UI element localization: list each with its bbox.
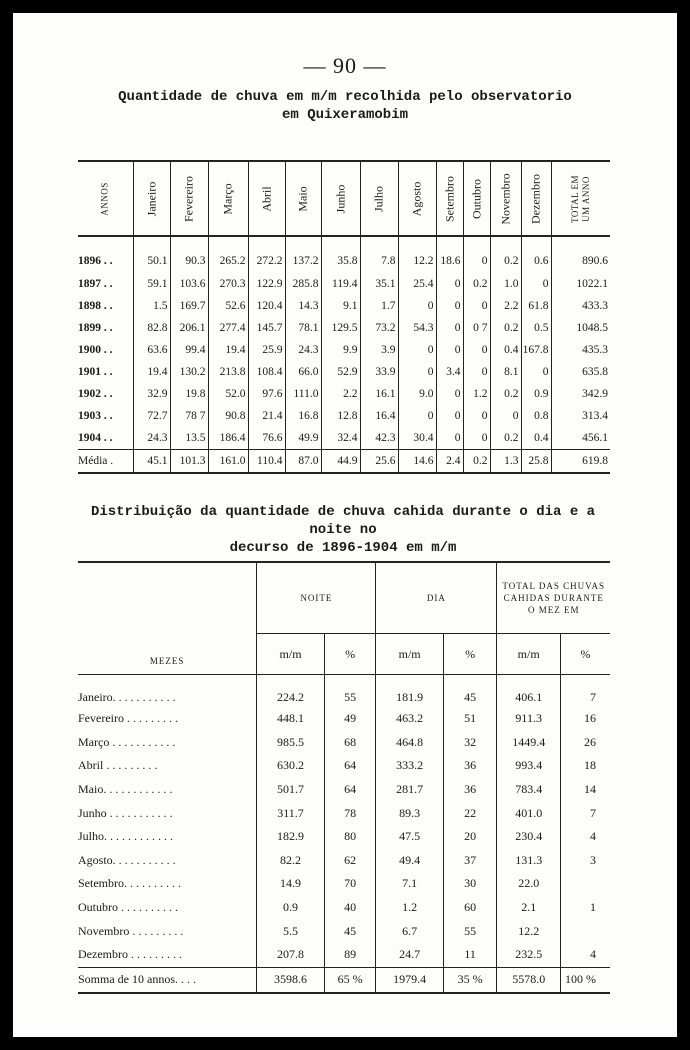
rainfall-table-title-line2: em Quixeramobim: [281, 107, 409, 123]
value-cell: 59.1: [133, 273, 170, 295]
month-cell: Junho . . . . . . . . . . .: [78, 805, 173, 820]
total-pct-cell: 4: [560, 943, 610, 967]
day-night-header-row: [78, 562, 610, 634]
value-cell: 0: [398, 361, 436, 383]
dia-mm-cell: 47.5: [376, 825, 443, 849]
value-cell: 9.0: [398, 383, 436, 405]
value-cell: 25.4: [398, 273, 436, 295]
value-cell: 206.1: [170, 317, 208, 339]
col-header-total-pct: %: [560, 634, 610, 675]
col-header-dezembro: Dezembro: [521, 161, 551, 236]
day-night-table-row: [78, 896, 610, 920]
year-cell: 1899 . .: [78, 322, 113, 334]
day-night-somma-row: [78, 967, 610, 993]
day-night-table-title-line1: Distribuição da quantidade de chuva cahida durante o dia e a noite no: [90, 504, 596, 538]
month-cell: Março . . . . . . . . . . .: [78, 734, 176, 749]
col-header-total: TOTAL EM UM ANNO: [551, 161, 610, 236]
total-mm-cell: 12.2: [497, 919, 561, 943]
value-cell: 0: [463, 361, 490, 383]
value-cell: 456.1: [551, 427, 610, 450]
dia-pct-cell: 37: [443, 849, 497, 873]
annual-table-row: [78, 273, 610, 295]
value-cell: 52.6: [208, 295, 248, 317]
dia-pct-cell: 45: [443, 675, 497, 708]
value-cell: 14.6: [398, 450, 436, 474]
value-cell: 16.8: [285, 405, 321, 427]
value-cell: 0.8: [521, 405, 551, 427]
value-cell: 19.8: [170, 383, 208, 405]
value-cell: 14.3: [285, 295, 321, 317]
dia-mm-cell: 464.8: [376, 731, 443, 755]
col-header-novembro: Novembro: [490, 161, 521, 236]
value-cell: 0.2: [490, 236, 521, 273]
value-cell: 35.1: [360, 273, 398, 295]
value-cell: 277.4: [208, 317, 248, 339]
noite-pct-cell: 55: [324, 675, 376, 708]
value-cell: 313.4: [551, 405, 610, 427]
value-cell: 90.3: [170, 236, 208, 273]
value-cell: 82.8: [133, 317, 170, 339]
value-cell: 25.9: [248, 339, 285, 361]
value-cell: 0: [436, 273, 463, 295]
value-cell: 137.2: [285, 236, 321, 273]
noite-mm-cell: 207.8: [257, 943, 324, 967]
dia-pct-cell: 35 %: [443, 967, 497, 993]
value-cell: 2.4: [436, 450, 463, 474]
value-cell: 0: [463, 405, 490, 427]
value-cell: 2.2: [490, 295, 521, 317]
year-cell: 1904 . .: [78, 432, 113, 444]
value-cell: 35.8: [321, 236, 360, 273]
col-header-mezes: MEZES: [78, 562, 257, 675]
month-cell: Janeiro. . . . . . . . . . .: [78, 689, 176, 704]
value-cell: 169.7: [170, 295, 208, 317]
value-cell: 635.8: [551, 361, 610, 383]
dia-mm-cell: 281.7: [376, 778, 443, 802]
value-cell: 97.6: [248, 383, 285, 405]
dia-mm-cell: 1.2: [376, 896, 443, 920]
value-cell: 16.4: [360, 405, 398, 427]
value-cell: 1.2: [463, 383, 490, 405]
day-night-table-row: [78, 778, 610, 802]
total-pct-cell: [560, 919, 610, 943]
total-pct-cell: 7: [560, 675, 610, 708]
col-header-dia-pct: %: [443, 634, 497, 675]
value-cell: 619.8: [551, 450, 610, 474]
noite-mm-cell: 224.2: [257, 675, 324, 708]
value-cell: 111.0: [285, 383, 321, 405]
col-header-dia-mm: m/m: [376, 634, 443, 675]
value-cell: 272.2: [248, 236, 285, 273]
value-cell: 0: [436, 427, 463, 450]
annual-table-row: [78, 405, 610, 427]
value-cell: 0.2: [490, 383, 521, 405]
noite-pct-cell: 62: [324, 849, 376, 873]
rainfall-table-title-line1: Quantidade de chuva em m/m recolhida pelo observatorio: [118, 89, 572, 105]
total-pct-cell: 100 %: [560, 967, 610, 993]
value-cell: 8.1: [490, 361, 521, 383]
noite-mm-cell: 5.5: [257, 919, 324, 943]
value-cell: 0.4: [490, 339, 521, 361]
noite-mm-cell: 14.9: [257, 872, 324, 896]
value-cell: 45.1: [133, 450, 170, 474]
value-cell: 0: [490, 405, 521, 427]
value-cell: 108.4: [248, 361, 285, 383]
noite-pct-cell: 70: [324, 872, 376, 896]
annual-table-row: [78, 383, 610, 405]
value-cell: 0.5: [521, 317, 551, 339]
dia-pct-cell: 11: [443, 943, 497, 967]
year-cell: 1901 . .: [78, 366, 113, 378]
value-cell: 1.7: [360, 295, 398, 317]
value-cell: 0.2: [490, 317, 521, 339]
value-cell: 25.8: [521, 450, 551, 474]
total-mm-cell: 5578.0: [497, 967, 561, 993]
noite-pct-cell: 45: [324, 919, 376, 943]
value-cell: 9.1: [321, 295, 360, 317]
col-header-noite: NOITE: [257, 562, 376, 634]
annual-table-body: [78, 236, 610, 473]
total-pct-cell: 18: [560, 754, 610, 778]
col-header-fevereiro: Fevereiro: [170, 161, 208, 236]
value-cell: 342.9: [551, 383, 610, 405]
day-night-table-title: [71, 503, 615, 557]
noite-mm-cell: 448.1: [257, 707, 324, 731]
year-cell: 1896 . .: [78, 255, 113, 267]
value-cell: 18.6: [436, 236, 463, 273]
total-mm-cell: 406.1: [497, 675, 561, 708]
col-header-janeiro: Janeiro: [133, 161, 170, 236]
col-header-setembro: Setembro: [436, 161, 463, 236]
month-cell: Dezembro . . . . . . . . .: [78, 947, 182, 962]
value-cell: 120.4: [248, 295, 285, 317]
total-mm-cell: 401.0: [497, 801, 561, 825]
total-mm-cell: 22.0: [497, 872, 561, 896]
value-cell: 103.6: [170, 273, 208, 295]
value-cell: 0: [521, 273, 551, 295]
value-cell: 87.0: [285, 450, 321, 474]
value-cell: 0: [398, 295, 436, 317]
col-header-junho: Junho: [321, 161, 360, 236]
month-cell: Agosto. . . . . . . . . . .: [78, 852, 176, 867]
noite-mm-cell: 630.2: [257, 754, 324, 778]
value-cell: 99.4: [170, 339, 208, 361]
value-cell: 890.6: [551, 236, 610, 273]
dia-pct-cell: 32: [443, 731, 497, 755]
value-cell: 0: [398, 405, 436, 427]
value-cell: 110.4: [248, 450, 285, 474]
year-cell: 1897 . .: [78, 278, 113, 290]
value-cell: 32.4: [321, 427, 360, 450]
noite-pct-cell: 64: [324, 778, 376, 802]
col-header-marco: Março: [208, 161, 248, 236]
value-cell: 90.8: [208, 405, 248, 427]
value-cell: 0.2: [463, 273, 490, 295]
dia-mm-cell: 1979.4: [376, 967, 443, 993]
value-cell: 49.9: [285, 427, 321, 450]
value-cell: 0 7: [463, 317, 490, 339]
value-cell: 186.4: [208, 427, 248, 450]
value-cell: 213.8: [208, 361, 248, 383]
annual-rainfall-table: [78, 160, 610, 474]
value-cell: 76.6: [248, 427, 285, 450]
noite-mm-cell: 311.7: [257, 801, 324, 825]
noite-pct-cell: 40: [324, 896, 376, 920]
value-cell: 24.3: [285, 339, 321, 361]
noite-mm-cell: 501.7: [257, 778, 324, 802]
dia-pct-cell: 60: [443, 896, 497, 920]
value-cell: 1.0: [490, 273, 521, 295]
total-mm-cell: 2.1: [497, 896, 561, 920]
day-night-table-row: [78, 825, 610, 849]
value-cell: 119.4: [321, 273, 360, 295]
value-cell: 72.7: [133, 405, 170, 427]
total-mm-cell: 993.4: [497, 754, 561, 778]
month-cell: Setembro. . . . . . . . . .: [78, 876, 181, 891]
value-cell: 73.2: [360, 317, 398, 339]
noite-mm-cell: 0.9: [257, 896, 324, 920]
dia-pct-cell: 36: [443, 754, 497, 778]
value-cell: 1022.1: [551, 273, 610, 295]
value-cell: 63.6: [133, 339, 170, 361]
value-cell: 0: [463, 295, 490, 317]
noite-pct-cell: 49: [324, 707, 376, 731]
noite-mm-cell: 182.9: [257, 825, 324, 849]
value-cell: 44.9: [321, 450, 360, 474]
value-cell: 0: [398, 339, 436, 361]
day-night-table-row: [78, 801, 610, 825]
value-cell: 3.4: [436, 361, 463, 383]
value-cell: 33.9: [360, 361, 398, 383]
dia-mm-cell: 463.2: [376, 707, 443, 731]
month-cell: Novembro . . . . . . . . .: [78, 923, 184, 938]
noite-pct-cell: 89: [324, 943, 376, 967]
day-night-table-row: [78, 707, 610, 731]
value-cell: 25.6: [360, 450, 398, 474]
value-cell: 3.9: [360, 339, 398, 361]
month-cell: Julho. . . . . . . . . . . .: [78, 829, 174, 844]
value-cell: 0.2: [490, 427, 521, 450]
value-cell: 0: [436, 339, 463, 361]
value-cell: 0.2: [463, 450, 490, 474]
noite-mm-cell: 82.2: [257, 849, 324, 873]
noite-pct-cell: 78: [324, 801, 376, 825]
value-cell: 61.8: [521, 295, 551, 317]
value-cell: 78.1: [285, 317, 321, 339]
col-header-maio: Maio: [285, 161, 321, 236]
value-cell: 0: [436, 317, 463, 339]
value-cell: 7.8: [360, 236, 398, 273]
dia-mm-cell: 24.7: [376, 943, 443, 967]
total-mm-cell: 131.3: [497, 849, 561, 873]
value-cell: 52.9: [321, 361, 360, 383]
total-pct-cell: 26: [560, 731, 610, 755]
total-pct-cell: 14: [560, 778, 610, 802]
dia-mm-cell: 6.7: [376, 919, 443, 943]
value-cell: 129.5: [321, 317, 360, 339]
value-cell: 78 7: [170, 405, 208, 427]
value-cell: 1.3: [490, 450, 521, 474]
value-cell: 9.9: [321, 339, 360, 361]
total-mm-cell: 911.3: [497, 707, 561, 731]
total-pct-cell: 3: [560, 849, 610, 873]
day-night-table-row: [78, 919, 610, 943]
value-cell: 12.8: [321, 405, 360, 427]
total-pct-cell: 7: [560, 801, 610, 825]
value-cell: 54.3: [398, 317, 436, 339]
noite-pct-cell: 65 %: [324, 967, 376, 993]
year-cell: 1903 . .: [78, 410, 113, 422]
value-cell: 50.1: [133, 236, 170, 273]
dia-pct-cell: 51: [443, 707, 497, 731]
year-cell: 1902 . .: [78, 388, 113, 400]
total-pct-cell: [560, 872, 610, 896]
value-cell: 161.0: [208, 450, 248, 474]
month-cell: Maio. . . . . . . . . . . .: [78, 782, 173, 797]
noite-mm-cell: 3598.6: [257, 967, 324, 993]
noite-mm-cell: 985.5: [257, 731, 324, 755]
value-cell: 24.3: [133, 427, 170, 450]
annual-table-row: [78, 361, 610, 383]
value-cell: 0: [436, 383, 463, 405]
value-cell: 19.4: [208, 339, 248, 361]
value-cell: 1.5: [133, 295, 170, 317]
dia-mm-cell: 333.2: [376, 754, 443, 778]
value-cell: 101.3: [170, 450, 208, 474]
value-cell: 0.9: [521, 383, 551, 405]
month-cell: Somma de 10 annos. . . .: [78, 967, 257, 993]
day-night-table-row: [78, 849, 610, 873]
day-night-table-body: [78, 675, 610, 993]
day-night-table-row: [78, 872, 610, 896]
col-header-annos: ANNOS: [78, 161, 133, 236]
col-header-outubro: Outubro: [463, 161, 490, 236]
value-cell: 0.6: [521, 236, 551, 273]
total-mm-cell: 1449.4: [497, 731, 561, 755]
page-number: — 90 —: [303, 53, 387, 78]
value-cell: 285.8: [285, 273, 321, 295]
value-cell: 433.3: [551, 295, 610, 317]
total-mm-cell: 783.4: [497, 778, 561, 802]
dia-pct-cell: 20: [443, 825, 497, 849]
day-night-table-row: [78, 754, 610, 778]
value-cell: 0: [463, 427, 490, 450]
annual-table-row: [78, 236, 610, 273]
value-cell: 19.4: [133, 361, 170, 383]
annual-table-media-row: [78, 450, 610, 474]
total-pct-cell: 1: [560, 896, 610, 920]
value-cell: 1048.5: [551, 317, 610, 339]
value-cell: 13.5: [170, 427, 208, 450]
annual-table-row: [78, 339, 610, 361]
value-cell: 66.0: [285, 361, 321, 383]
document-page: [13, 13, 677, 1037]
col-header-agosto: Agosto: [398, 161, 436, 236]
dia-mm-cell: 89.3: [376, 801, 443, 825]
rainfall-table-title: [83, 88, 607, 124]
noite-pct-cell: 64: [324, 754, 376, 778]
value-cell: 30.4: [398, 427, 436, 450]
dia-pct-cell: 36: [443, 778, 497, 802]
value-cell: 0: [436, 295, 463, 317]
day-night-table-title-line2: decurso de 1896-1904 em m/m: [229, 540, 457, 556]
value-cell: 2.2: [321, 383, 360, 405]
value-cell: 52.0: [208, 383, 248, 405]
value-cell: 0: [436, 405, 463, 427]
month-cell: Abril . . . . . . . . .: [78, 758, 158, 773]
value-cell: 435.3: [551, 339, 610, 361]
value-cell: 167.8: [521, 339, 551, 361]
dia-pct-cell: 55: [443, 919, 497, 943]
value-cell: 130.2: [170, 361, 208, 383]
col-header-noite-mm: m/m: [257, 634, 324, 675]
col-header-noite-pct: %: [324, 634, 376, 675]
dia-mm-cell: 49.4: [376, 849, 443, 873]
total-pct-cell: 16: [560, 707, 610, 731]
value-cell: 12.2: [398, 236, 436, 273]
value-cell: 0: [463, 339, 490, 361]
value-cell: 122.9: [248, 273, 285, 295]
year-cell: 1900 . .: [78, 344, 113, 356]
value-cell: 32.9: [133, 383, 170, 405]
value-cell: 270.3: [208, 273, 248, 295]
value-cell: 42.3: [360, 427, 398, 450]
col-header-dia: DIA: [376, 562, 497, 634]
value-cell: 0.4: [521, 427, 551, 450]
value-cell: 16.1: [360, 383, 398, 405]
noite-pct-cell: 68: [324, 731, 376, 755]
day-night-table-row: [78, 731, 610, 755]
month-cell: Outubro . . . . . . . . . .: [78, 900, 178, 915]
month-cell: Fevereiro . . . . . . . . .: [78, 711, 178, 726]
value-cell: 21.4: [248, 405, 285, 427]
value-cell: 0: [521, 361, 551, 383]
total-mm-cell: 230.4: [497, 825, 561, 849]
value-cell: 0: [463, 236, 490, 273]
col-header-abril: Abril: [248, 161, 285, 236]
dia-mm-cell: 7.1: [376, 872, 443, 896]
total-pct-cell: 4: [560, 825, 610, 849]
col-header-julho: Julho: [360, 161, 398, 236]
year-cell: 1898 . .: [78, 300, 113, 312]
dia-mm-cell: 181.9: [376, 675, 443, 708]
col-header-total-mez: TOTAL DAS CHUVAS CAHIDAS DURANTE O MEZ EM: [497, 562, 610, 634]
day-night-rainfall-table: [78, 561, 610, 994]
annual-table-header-row: [78, 161, 610, 236]
total-mm-cell: 232.5: [497, 943, 561, 967]
annual-table-row: [78, 317, 610, 339]
day-night-table-row: [78, 943, 610, 967]
annual-table-row: [78, 295, 610, 317]
year-cell: Média .: [78, 450, 133, 474]
annual-table-row: [78, 427, 610, 450]
dia-pct-cell: 22: [443, 801, 497, 825]
noite-pct-cell: 80: [324, 825, 376, 849]
value-cell: 265.2: [208, 236, 248, 273]
day-night-table-row: [78, 675, 610, 708]
value-cell: 145.7: [248, 317, 285, 339]
dia-pct-cell: 30: [443, 872, 497, 896]
col-header-total-mm: m/m: [497, 634, 561, 675]
